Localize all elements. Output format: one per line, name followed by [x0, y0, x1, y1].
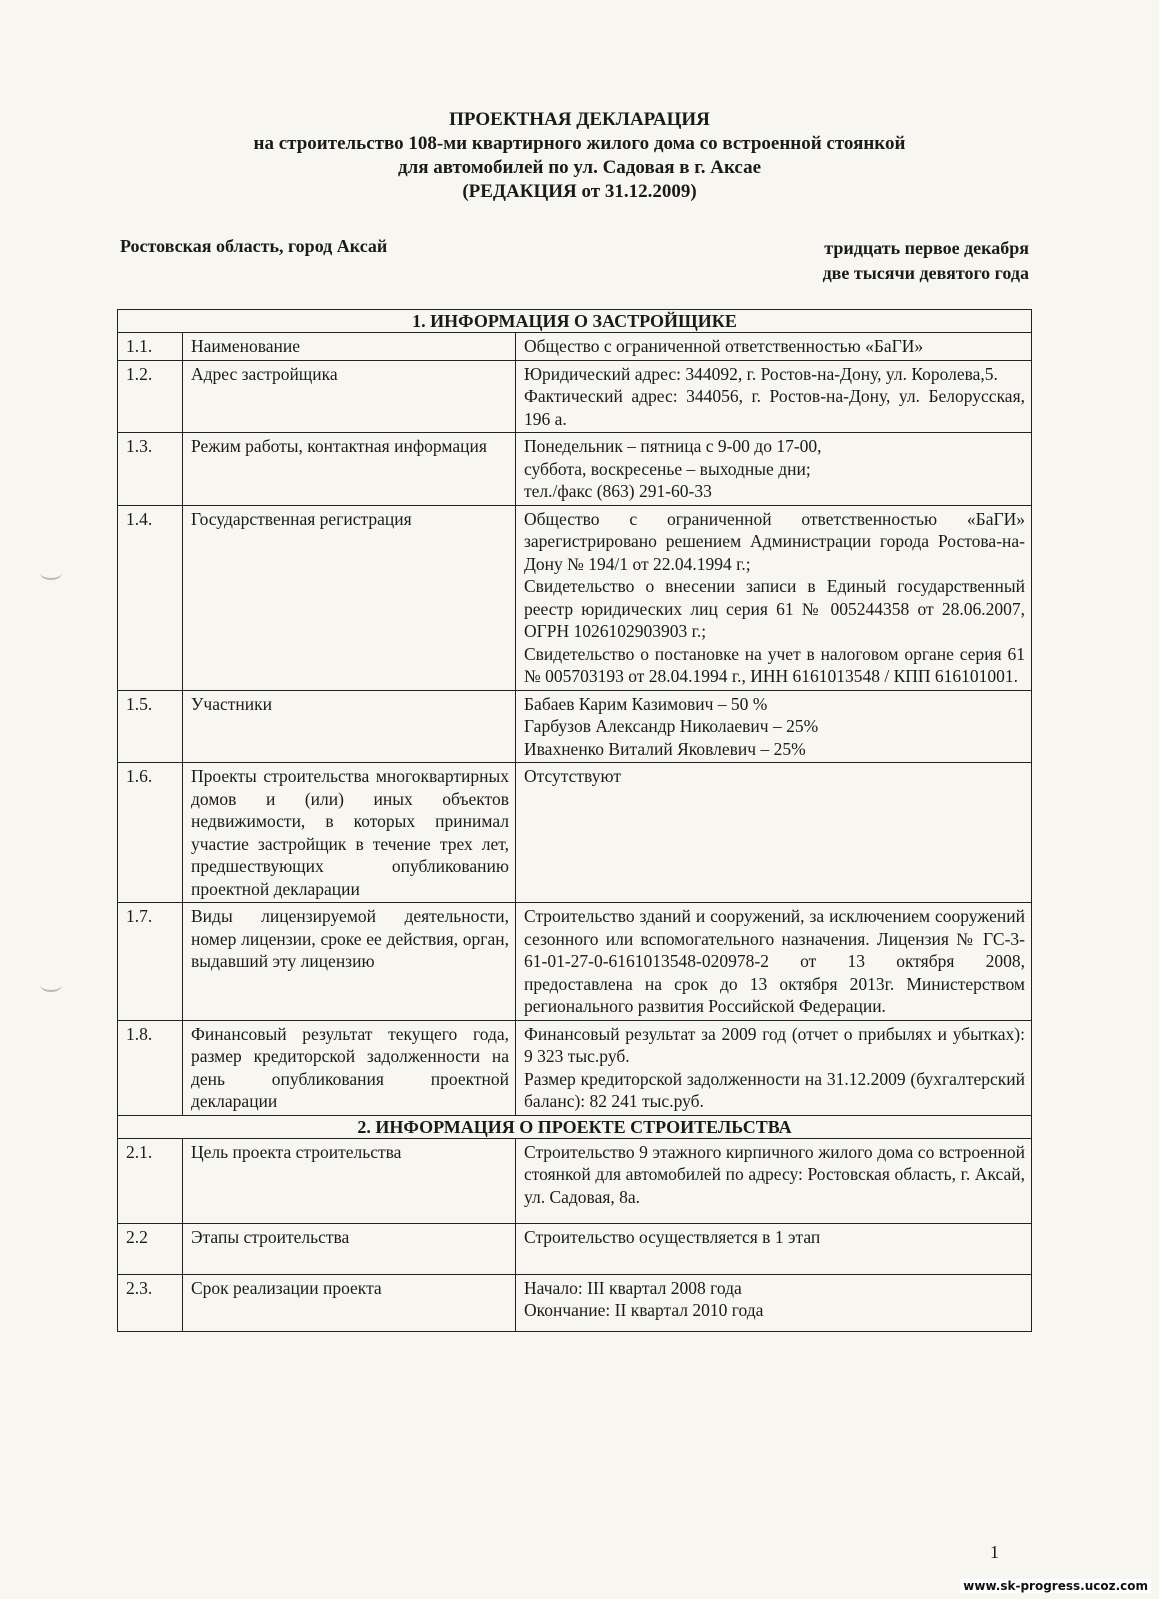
- section-2-heading: 2. ИНФОРМАЦИЯ О ПРОЕКТЕ СТРОИТЕЛЬСТВА: [118, 1115, 1032, 1138]
- row-value-line: Строительство зданий и сооружений, за исключением сооружений сезонного или вспомогательного назначения. Лицензия № ГС-3-61-01-27-0-6161013548-020978-2 от 13 октября 2008, предоставлена на срок до 13 октября 2013г. Министерством регионального развития Российской Федерации.: [524, 906, 1025, 1016]
- row-value-line: Размер кредиторской задолженности на 31.12.2009 (бухгалтерский баланс): 82 241 тыс.руб.: [524, 1068, 1025, 1111]
- row-value: [516, 763, 1032, 903]
- row-value: [516, 333, 1032, 361]
- row-value-line: Окончание: II квартал 2010 года: [524, 1300, 764, 1320]
- row-label: Этапы строительства: [183, 1223, 516, 1274]
- row-label: Государственная регистрация: [183, 505, 516, 690]
- row-label: Режим работы, контактная информация: [183, 433, 516, 506]
- row-label: Проекты строительства многоквартирных домов и (или) иных объектов недвижимости, в которых принимал участие застройщик в течение трех лет, предшествующих опубликованию проектной декларации: [183, 763, 516, 903]
- table-row: [118, 360, 1032, 433]
- row-value-line: Строительство 9 этажного кирпичного жилого дома со встроенной стоянкой для автомобилей по адресу: Ростовская область, г. Аксай, ул. Садовая, 8а.: [524, 1141, 1025, 1207]
- row-value: [516, 903, 1032, 1021]
- row-number: 2.1.: [118, 1138, 183, 1223]
- document-title: ПРОЕКТНАЯ ДЕКЛАРАЦИЯ: [449, 109, 710, 130]
- page-number: 1: [990, 1542, 999, 1562]
- row-number: 1.8.: [118, 1020, 183, 1115]
- row-value-line: Строительство осуществляется в 1 этап: [524, 1226, 821, 1247]
- row-label: Адрес застройщика: [183, 360, 516, 433]
- row-number: 1.4.: [118, 505, 183, 690]
- table-row: [118, 1020, 1032, 1115]
- date-line-1: тридцать первое декабря: [824, 238, 1029, 258]
- row-label: Срок реализации проекта: [183, 1274, 516, 1331]
- row-number: 1.7.: [118, 903, 183, 1021]
- row-value-line: тел./факс (863) 291-60-33: [524, 481, 712, 501]
- row-value: [516, 433, 1032, 506]
- row-number: 1.6.: [118, 763, 183, 903]
- row-value-line: Общество с ограниченной ответственностью «БаГИ» зарегистрировано решением Администрации города Ростова-на-Дону № 194/1 от 22.04.1994 г.;: [524, 508, 1025, 574]
- row-value: [516, 1223, 1032, 1274]
- date-block: [823, 236, 1029, 286]
- row-label: Финансовый результат текущего года, размер кредиторской задолженности на день опубликования проектной декларации: [183, 1020, 516, 1115]
- row-value-line: Свидетельство о внесении записи в Единый государственный реестр юридических лиц серия 61 № 005244358 от 28.06.2007, ОГРН 1026102903903 г.;: [524, 576, 1025, 641]
- row-value-line: Финансовый результат за 2009 год (отчет о прибылях и убытках): 9 323 тыс.руб.: [524, 1023, 1025, 1066]
- row-number: 1.2.: [118, 360, 183, 433]
- table-row: [118, 333, 1032, 361]
- table-row: [118, 505, 1032, 690]
- punch-hole: [40, 566, 62, 580]
- row-number: 1.5.: [118, 690, 183, 763]
- table-row: [118, 1138, 1032, 1223]
- document-edition: (РЕДАКЦИЯ от 31.12.2009): [462, 181, 697, 202]
- row-value-line: Гарбузов Александр Николаевич – 25%: [524, 716, 819, 736]
- section-1-heading: 1. ИНФОРМАЦИЯ О ЗАСТРОЙЩИКЕ: [118, 310, 1032, 333]
- row-label: Наименование: [183, 333, 516, 361]
- row-label: Цель проекта строительства: [183, 1138, 516, 1223]
- table-row: [118, 903, 1032, 1021]
- table-row: [118, 763, 1032, 903]
- punch-hole: [40, 978, 62, 992]
- row-value: [516, 1274, 1032, 1331]
- row-label: Виды лицензируемой деятельности, номер лицензии, сроке ее действия, орган, выдавший эту лицензию: [183, 903, 516, 1021]
- row-value-line: Общество с ограниченной ответственностью «БаГИ»: [524, 336, 924, 356]
- row-value-line: Понедельник – пятница с 9-00 до 17-00,: [524, 436, 822, 456]
- row-label: Участники: [183, 690, 516, 763]
- row-value: [516, 505, 1032, 690]
- row-number: 1.3.: [118, 433, 183, 506]
- row-value-line: Ивахненко Виталий Яковлевич – 25%: [524, 738, 806, 759]
- row-number: 2.2: [118, 1223, 183, 1274]
- document-header: [0, 108, 1159, 204]
- row-value-line: Начало: III квартал 2008 года: [524, 1277, 742, 1298]
- row-number: 1.1.: [118, 333, 183, 361]
- row-value: [516, 690, 1032, 763]
- row-value: [516, 1138, 1032, 1223]
- row-value-line: Отсутствуют: [524, 766, 621, 786]
- row-value-line: Свидетельство о постановке на учет в налоговом органе серия 61 № 005703193 от 28.04.1994 г., ИНН 6161013548 / КПП 616101001.: [524, 643, 1025, 686]
- declaration-table: [117, 309, 1032, 1332]
- row-number: 2.3.: [118, 1274, 183, 1331]
- section-heading-row: [118, 310, 1032, 333]
- date-line-2: две тысячи девятого года: [822, 263, 1029, 283]
- row-value-line: Бабаев Карим Казимович – 50 %: [524, 693, 768, 714]
- table-row: [118, 1223, 1032, 1274]
- row-value-line: Юридический адрес: 344092, г. Ростов-на-Дону, ул. Королева,5.: [524, 363, 998, 384]
- row-value-line: Фактический адрес: 344056, г. Ростов-на-Дону, ул. Белорусская, 196 а.: [524, 386, 1025, 429]
- document-subtitle-1: на строительство 108-ми квартирного жилого дома со встроенной стоянкой: [253, 133, 906, 154]
- table-row: [118, 690, 1032, 763]
- table-row: [118, 433, 1032, 506]
- watermark: www.sk-progress.ucoz.com: [960, 1579, 1151, 1593]
- document-subtitle-2: для автомобилей по ул. Садовая в г. Аксае: [397, 157, 762, 178]
- row-value: [516, 360, 1032, 433]
- table-row: [118, 1274, 1032, 1331]
- row-value-line: суббота, воскресенье – выходные дни;: [524, 458, 811, 479]
- place-line: Ростовская область, город Аксай: [120, 236, 388, 256]
- section-heading-row: [118, 1115, 1032, 1138]
- row-value: [516, 1020, 1032, 1115]
